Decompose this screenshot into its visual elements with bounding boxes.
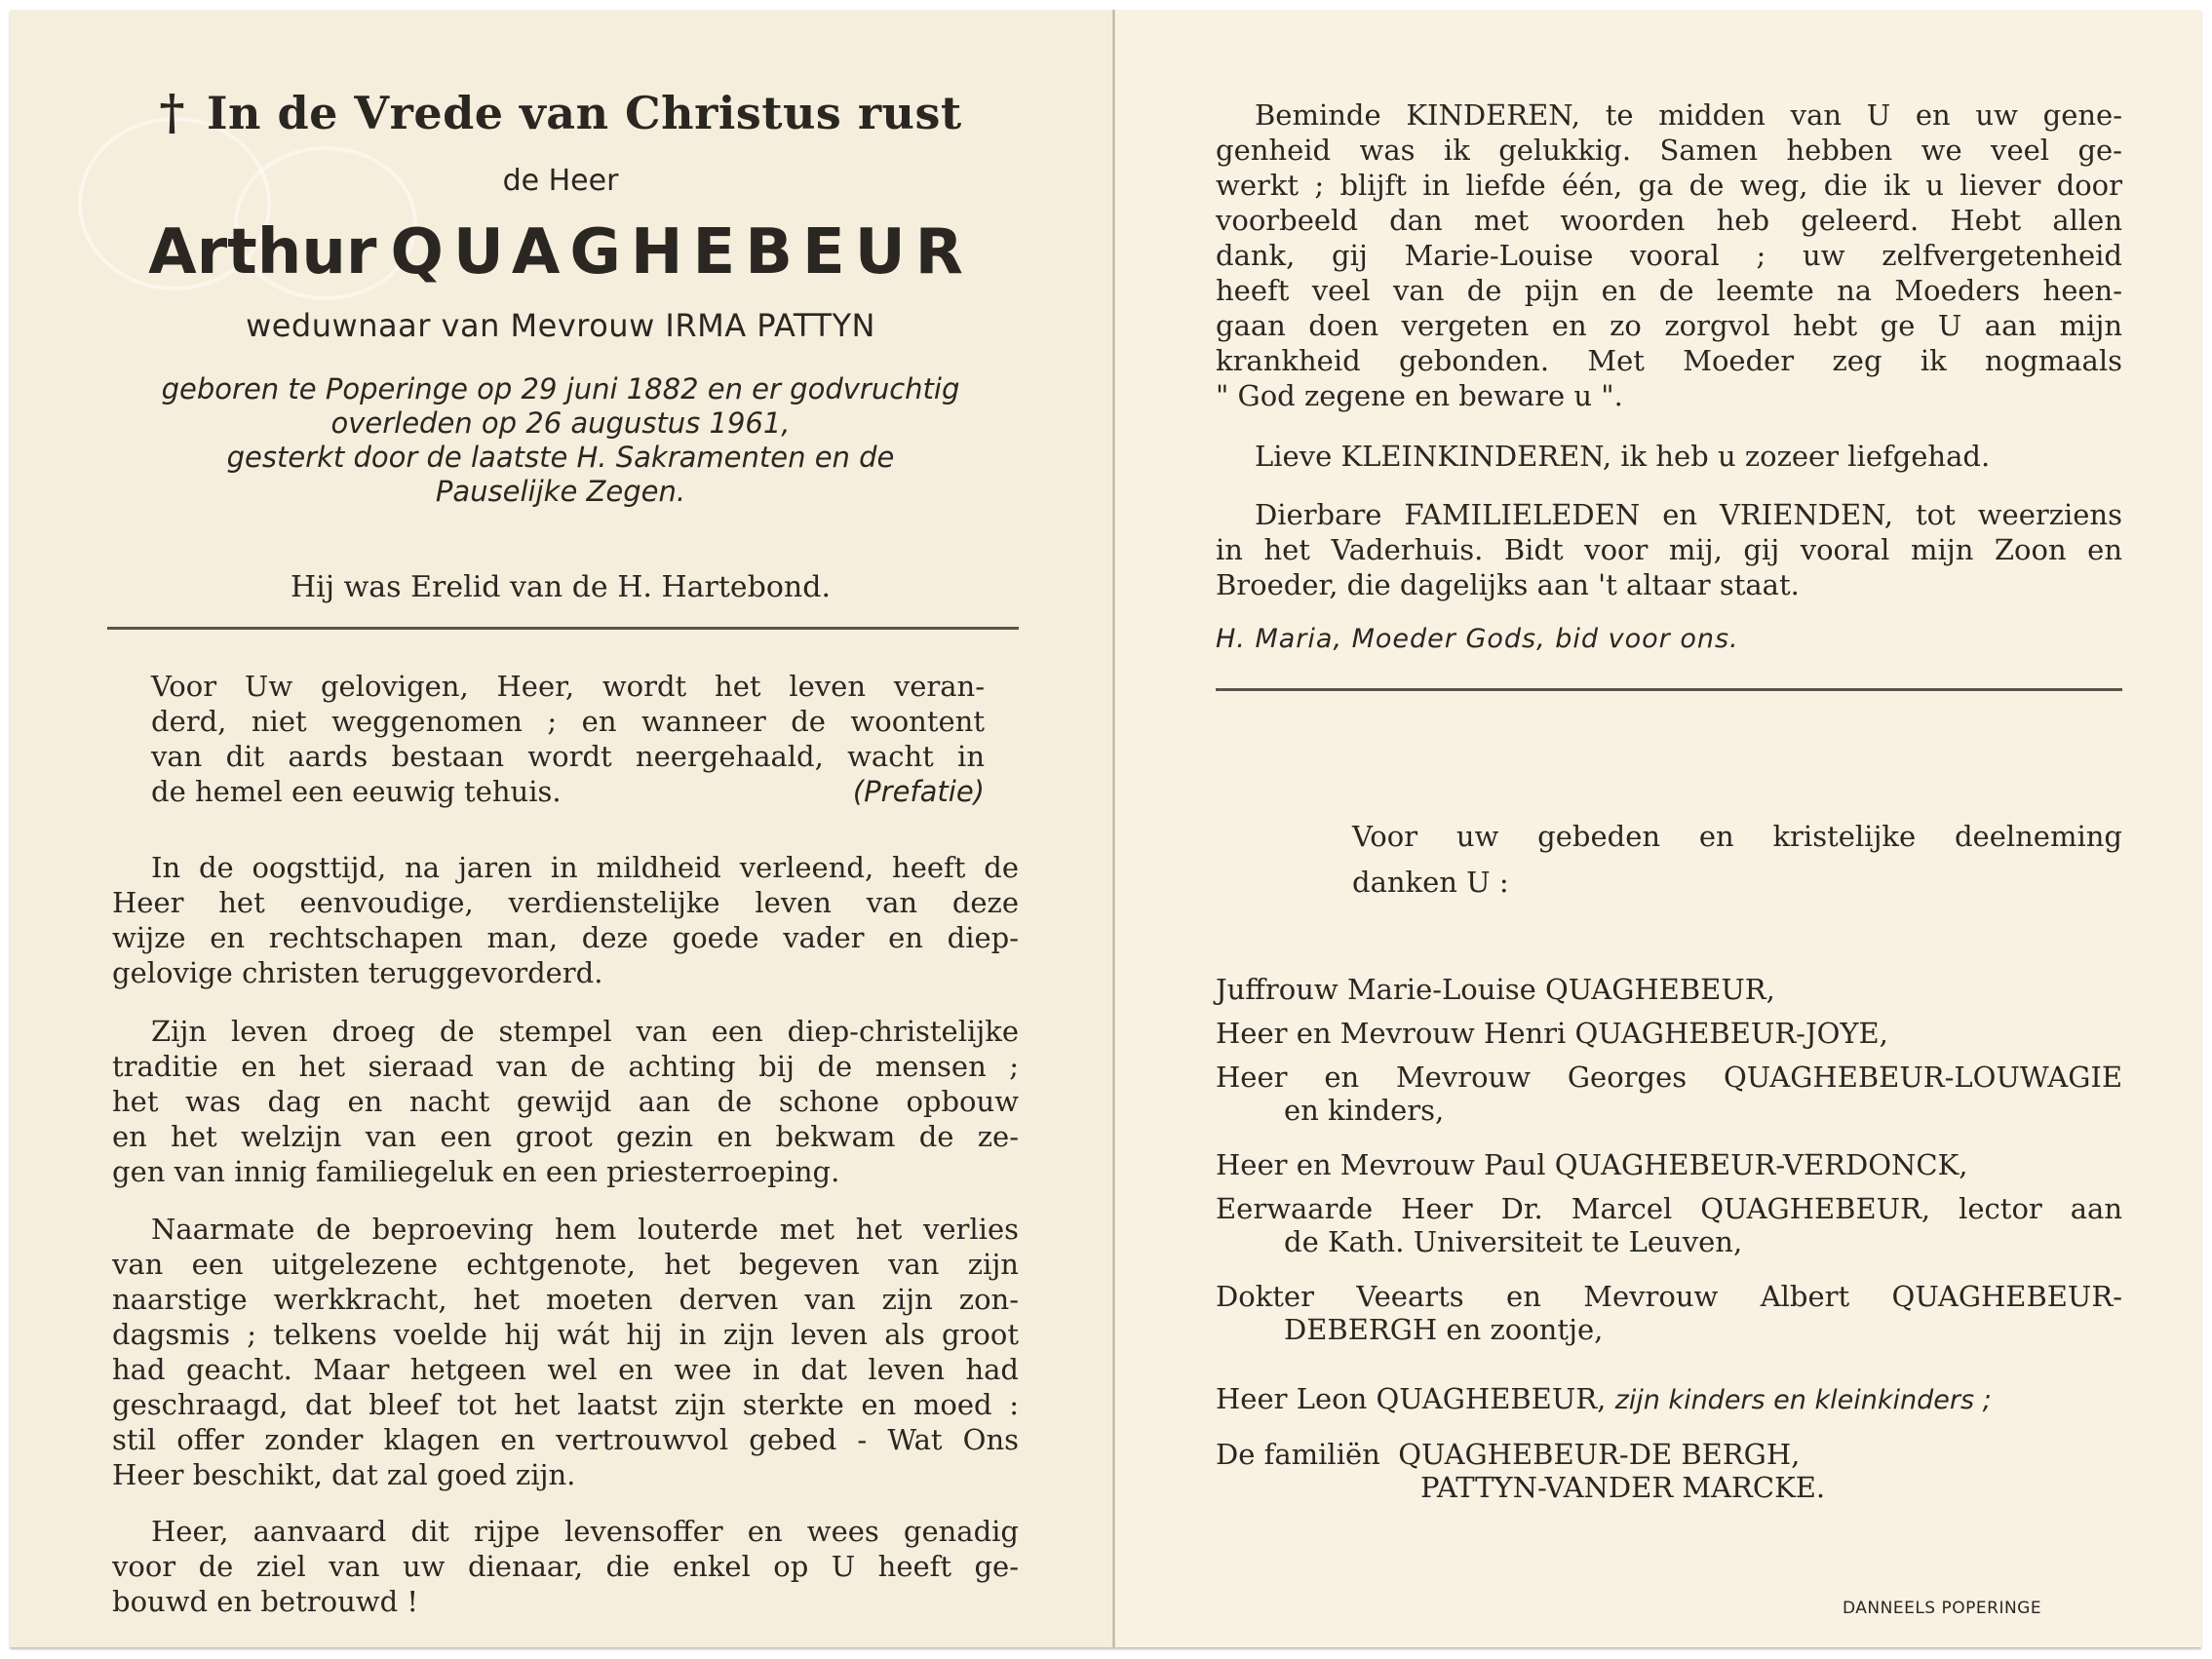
paragraph-line: voorbeeld dan met woorden heb geleerd. Hebt allen [1216, 204, 2122, 237]
surname: QUAGHEBEUR [390, 216, 973, 289]
bio-line: gesterkt door de laatste H. Sakramenten en de [226, 441, 895, 474]
paragraph-line: gaan doen vergeten en zo zorgvol hebt ge U aan mijn [1216, 309, 2122, 342]
bio-line: overleden op 26 augustus 1961, [330, 406, 791, 440]
divider [1216, 688, 2122, 691]
family-entry-italic: zijn kinders en kleinkinders ; [1614, 1385, 1992, 1415]
paragraph-line: bouwd en betrouwd ! [112, 1585, 419, 1618]
paragraph-line: wijze en rechtschapen man, deze goede vader en diep- [112, 921, 1019, 954]
paragraph-line: dagsmis ; telkens voelde hij wát hij in zijn leven als groot [112, 1318, 1019, 1351]
family-entry-continuation: DEBERGH en zoontje, [1284, 1313, 1604, 1346]
paragraph-line: geschraagd, dat bleef tot het laatst zijn sterkte en moed : [112, 1388, 1019, 1421]
paragraph-line: had geacht. Maar hetgeen wel en wee in dat leven had [112, 1353, 1019, 1386]
quote-source: (Prefatie) [852, 775, 985, 808]
family-entry-main: De familiën QUAGHEBEUR-DE BERGH, [1216, 1438, 1801, 1471]
family-entry-continuation: en kinders, [1284, 1094, 1445, 1127]
paragraph-line: krankheid gebonden. Met Moeder zeg ik nogmaals [1216, 344, 2122, 377]
family-entry [1216, 1280, 2122, 1346]
thanks-text: Voor uw gebeden en kristelijke deelneming [1352, 820, 2122, 853]
heading-text: In de Vrede van Christus rust [207, 87, 962, 139]
family-entry [1216, 1192, 2122, 1258]
family-entry-main: Dokter Veearts en Mevrouw Albert QUAGHEBEUR- [1216, 1280, 2122, 1313]
divider [107, 627, 1019, 630]
heading [107, 83, 1014, 140]
family-entry-main: Juffrouw Marie-Louise QUAGHEBEUR, [1216, 973, 1775, 1006]
paragraph-line: dank, gij Marie-Louise vooral ; uw zelfvergetenheid [1216, 239, 2122, 272]
thanks-line [1352, 819, 2122, 854]
preface-quote [151, 669, 985, 809]
family-entry [1216, 1061, 2122, 1127]
first-name: Arthur [148, 216, 377, 289]
family-entry-continuation: PATTYN-VANDER MARCKE. [1420, 1471, 1826, 1504]
family-entry [1216, 1438, 2122, 1504]
paragraph [112, 1014, 1019, 1189]
paragraph-line: Dierbare FAMILIELEDEN en VRIENDEN, tot weerziens [1255, 498, 2122, 531]
family-entry-main: Heer Leon QUAGHEBEUR, [1216, 1382, 1607, 1415]
thanks-line-2: danken U : [1352, 866, 1509, 899]
paragraph [112, 1514, 1019, 1619]
quote-line [151, 774, 985, 809]
quote-line: van dit aards bestaan wordt neergehaald, wacht in [151, 740, 985, 773]
message-children [1216, 97, 2122, 413]
paragraph-line: werkt ; blijft in liefde één, ga de weg, die ik u liever door [1216, 169, 2122, 202]
paragraph-line: het was dag en nacht gewijd aan de schone opbouw [112, 1085, 1019, 1118]
printer-imprint: DANNEELS POPERINGE [1843, 1599, 2042, 1618]
paragraph-line: heeft veel van de pijn en de leemte na Moeders heen- [1216, 274, 2122, 307]
fold-crease [1112, 10, 1115, 1647]
title-prefix: de Heer [502, 164, 619, 198]
family-entry-main: Heer en Mevrouw Georges QUAGHEBEUR-LOUWAGIE [1216, 1061, 2122, 1094]
quote-line-text: de hemel een eeuwig tehuis. [151, 775, 562, 808]
paragraph-line: gen van innig familiegeluk en een priesterroeping. [112, 1155, 840, 1188]
paragraph-line: Heer beschikt, dat zal goed zijn. [112, 1458, 576, 1491]
honor-line: Hij was Erelid van de H. Hartebond. [291, 570, 831, 604]
family-entry-main: Eerwaarde Heer Dr. Marcel QUAGHEBEUR, lector aan [1216, 1192, 2122, 1225]
family-entry [1216, 973, 2122, 1006]
family-entry [1216, 1017, 2122, 1050]
paragraph [112, 850, 1019, 990]
paragraph-line: van een uitgelezene echtgenote, het begeven van zijn [112, 1248, 1019, 1281]
family-entry-main: Heer en Mevrouw Henri QUAGHEBEUR-JOYE, [1216, 1017, 1888, 1050]
message-grandchildren [1216, 439, 2122, 474]
paragraph-line: " God zegene en beware u ". [1216, 379, 1623, 412]
bio [107, 372, 1014, 509]
paragraph-line: traditie en het sieraad van de achting bij de mensen ; [112, 1050, 1019, 1083]
quote-line: Voor Uw gelovigen, Heer, wordt het leven veran- [151, 670, 985, 703]
paragraph-line: naarstige werkkracht, het moeten derven van zijn zon- [112, 1283, 1019, 1316]
family-entry [1216, 1382, 2122, 1417]
family-entry-main: Heer en Mevrouw Paul QUAGHEBEUR-VERDONCK, [1216, 1148, 1968, 1181]
widower-line: weduwnaar van Mevrouw IRMA PATTYN [246, 307, 875, 344]
cross-icon: † [159, 83, 185, 140]
family-entry-continuation: de Kath. Universiteit te Leuven, [1284, 1225, 1743, 1258]
paragraph-line: Naarmate de beproeving hem louterde met het verlies [151, 1213, 1019, 1246]
family-entry [1216, 1148, 2122, 1181]
paragraph-line: genheid was ik gelukkig. Samen hebben we veel ge- [1216, 134, 2122, 167]
paragraph [112, 1212, 1019, 1492]
paragraph-line: stil offer zonder klagen en vertrouwvol gebed - Wat Ons [112, 1423, 1019, 1456]
deceased-name [107, 216, 1014, 289]
paragraph-line: Heer het eenvoudige, verdienstelijke leven van deze [112, 886, 1019, 919]
prayer-line: H. Maria, Moeder Gods, bid voor ons. [1216, 624, 1739, 654]
bio-line: geboren te Poperinge op 29 juni 1882 en er godvruchtig [161, 372, 960, 405]
paragraph-line: gelovige christen teruggevorderd. [112, 956, 603, 989]
paragraph-line: en het welzijn van een groot gezin en bekwam de ze- [112, 1120, 1019, 1153]
message-family-friends [1216, 497, 2122, 602]
bio-line: Pauselijke Zegen. [435, 475, 686, 508]
paragraph-line: voor de ziel van uw dienaar, die enkel op U heeft ge- [112, 1550, 1019, 1583]
paragraph-line: Heer, aanvaard dit rijpe levensoffer en wees genadig [151, 1515, 1019, 1548]
paragraph-line: in het Vaderhuis. Bidt voor mij, gij vooral mijn Zoon en [1216, 533, 2122, 566]
quote-line: derd, niet weggenomen ; en wanneer de woontent [151, 705, 985, 738]
paragraph-line: Beminde KINDEREN, te midden van U en uw gene- [1255, 98, 2122, 132]
paragraph-line: Zijn leven droeg de stempel van een diep-christelijke [151, 1015, 1019, 1048]
paragraph-line: In de oogsttijd, na jaren in mildheid verleend, heeft de [151, 851, 1019, 884]
paragraph-line: Broeder, die dagelijks aan 't altaar staat. [1216, 568, 1800, 601]
paragraph-line: Lieve KLEINKINDEREN, ik heb u zozeer liefgehad. [1255, 440, 1991, 473]
